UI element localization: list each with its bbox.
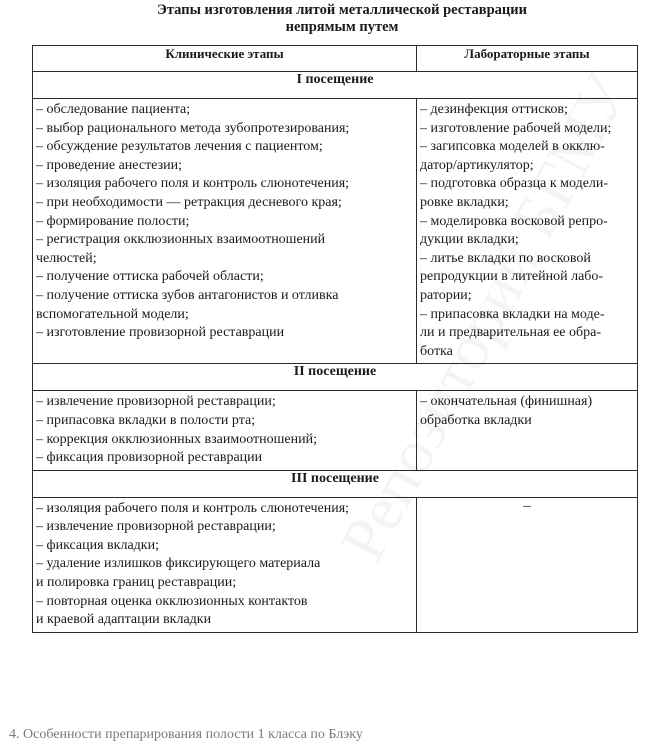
lab-cell-2: [417, 391, 638, 470]
list-item: и краевой адаптации вкладки: [36, 612, 212, 628]
clinical-cell-2: [33, 391, 417, 470]
title-line-1: Этапы изготовления литой металлической реставрации: [157, 2, 527, 18]
list-item: – подготовка образца к модели-: [420, 176, 609, 192]
list-item: – припасовка вкладки на моде-: [420, 306, 605, 322]
list-item: – изоляция рабочего поля и контроль слюнотечения;: [36, 500, 350, 516]
header-clinical: Клинические этапы: [33, 46, 417, 72]
list-item: – обсуждение результатов лечения с пациентом;: [36, 139, 323, 155]
list-item: ли и предварительная ее обра-: [420, 325, 602, 341]
list-item: – дезинфекция оттисков;: [420, 102, 568, 117]
list-item: – изготовление рабочей модели;: [420, 120, 612, 136]
visit-row: [33, 470, 638, 497]
list-item: – удаление излишков фиксирующего материала: [36, 556, 321, 572]
visit-content-row: [33, 497, 638, 632]
list-item: – обследование пациента;: [36, 102, 191, 117]
list-item: – изготовление провизорной реставрации: [36, 325, 285, 341]
clinical-list-3: [33, 498, 416, 632]
list-item: ратории;: [420, 287, 472, 303]
list-item: репродукции в литейной лабо-: [420, 269, 604, 285]
visit-label-3: III посещение: [33, 470, 638, 497]
clinical-list-1: [33, 99, 416, 345]
footer-caption: 4. Особенности препарирования полости 1 класса по Блэку: [9, 727, 363, 742]
visit-label-2: II посещение: [33, 364, 638, 391]
clinical-list-2: [33, 391, 416, 469]
list-item: – литье вкладки по восковой: [420, 250, 591, 266]
table-title: [0, 2, 654, 36]
list-item: дукции вкладки;: [420, 232, 519, 248]
list-item: – регистрация окклюзионных взаимоотношений: [36, 232, 326, 248]
list-item: – загипсовка моделей в окклю-: [420, 139, 605, 155]
visit-content-row: [33, 391, 638, 470]
list-item: – повторная оценка окклюзионных контактов: [36, 593, 308, 609]
clinical-cell-1: [33, 99, 417, 364]
list-item: ровке вкладки;: [420, 194, 509, 210]
list-item: – припасовка вкладки в полости рта;: [36, 412, 256, 428]
list-item: – моделировка восковой репро-: [420, 213, 608, 229]
lab-list-2: [417, 391, 637, 432]
lab-cell-1: [417, 99, 638, 364]
list-item: – фиксация провизорной реставрации: [36, 450, 263, 466]
stages-table: [32, 45, 638, 633]
title-line-2: непрямым путем: [285, 19, 399, 35]
list-item: – окончательная (финишная): [420, 394, 593, 410]
lab-cell-3: –: [417, 497, 638, 632]
list-item: – фиксация вкладки;: [36, 537, 159, 553]
clinical-cell-3: [33, 497, 417, 632]
list-item: вспомогательной модели;: [36, 306, 189, 322]
list-item: обработка вкладки: [420, 412, 532, 428]
visit-row: [33, 72, 638, 99]
header-row: [33, 46, 638, 72]
list-item: ботка: [420, 343, 453, 359]
header-lab: Лабораторные этапы: [417, 46, 638, 72]
list-item: – проведение анестезии;: [36, 157, 182, 173]
list-item: – извлечение провизорной реставрации;: [36, 519, 276, 535]
list-item: челюстей;: [36, 250, 97, 266]
list-item: – получение оттиска рабочей области;: [36, 269, 264, 285]
visit-label-1: I посещение: [33, 72, 638, 99]
visit-row: [33, 364, 638, 391]
list-item: и полировка границ реставрации;: [36, 575, 237, 591]
list-item: – извлечение провизорной реставрации;: [36, 394, 276, 410]
list-item: – формирование полости;: [36, 213, 190, 229]
list-item: – выбор рационального метода зубопротезирования;: [36, 120, 350, 136]
list-item: – коррекция окклюзионных взаимоотношений;: [36, 431, 317, 447]
visit-content-row: [33, 99, 638, 364]
lab-list-1: [417, 99, 637, 363]
list-item: – получение оттиска зубов антагонистов и отливка: [36, 287, 339, 303]
list-item: – при необходимости — ретракция десневого края;: [36, 194, 342, 210]
list-item: датор/артикулятор;: [420, 157, 534, 173]
list-item: – изоляция рабочего поля и контроль слюнотечения;: [36, 176, 350, 192]
